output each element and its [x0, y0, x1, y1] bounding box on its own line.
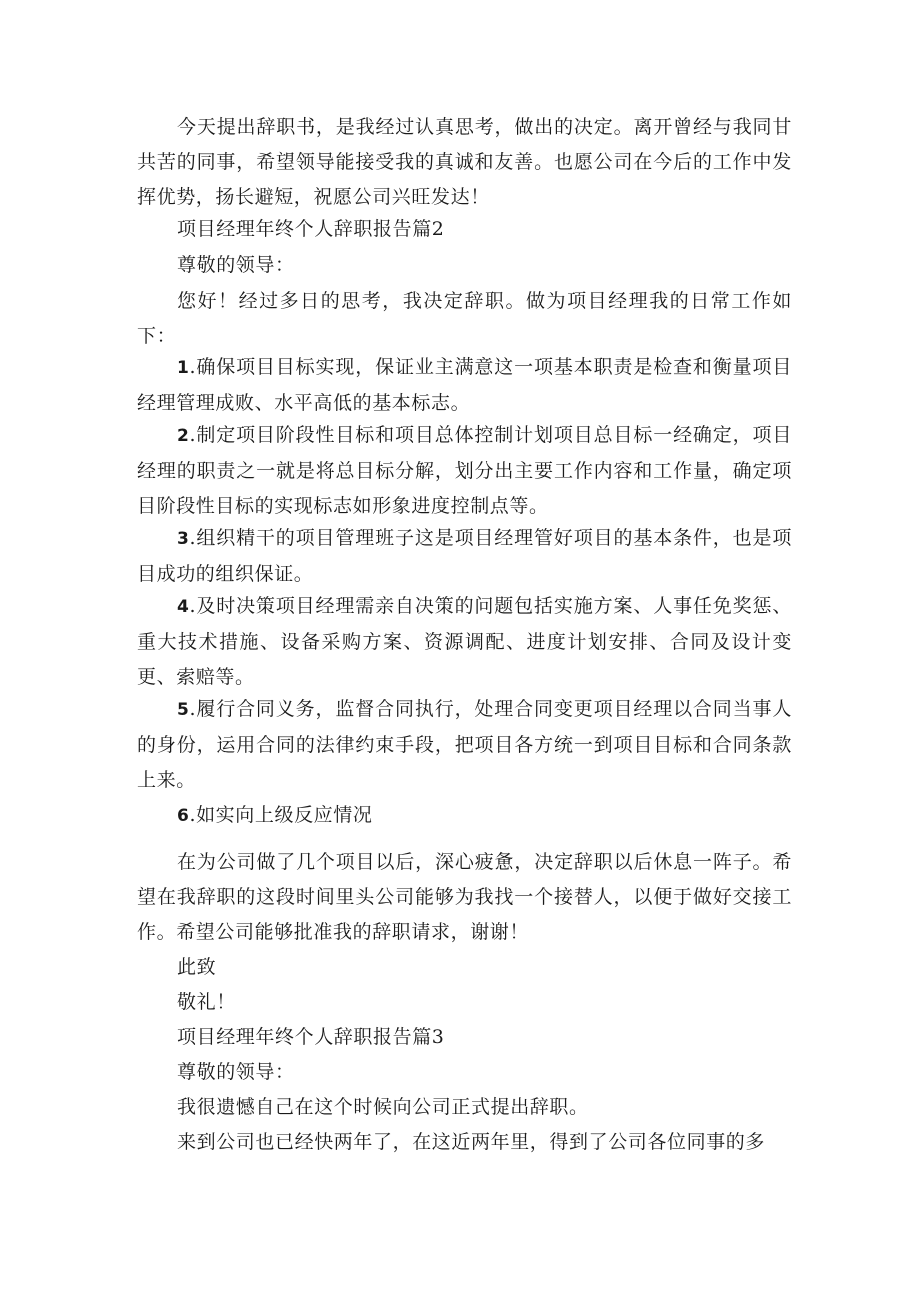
list-item-number: 1	[177, 358, 190, 378]
opening-paragraph-3: 我很遗憾自己在这个时候向公司正式提出辞职。	[177, 1096, 589, 1118]
body-paragraph-3: 来到公司也已经快两年了，在这近两年里，得到了公司各位同事的多	[177, 1131, 766, 1153]
section-heading-3: 项目经理年终个人辞职报告篇3	[177, 1026, 445, 1048]
section-heading-2: 项目经理年终个人辞职报告篇2	[177, 218, 445, 240]
closing-salute: 此致	[177, 956, 217, 978]
list-item-text: .及时决策项目经理需亲自决策的问题包括实施方案、人事任免奖惩、重大技术措施、设备采购方案、资源调配、进度计划安排、合同及设计变更、索赔等。	[137, 595, 792, 688]
closing-regards: 敬礼！	[177, 991, 236, 1013]
list-item-4	[137, 589, 792, 695]
list-item-3	[137, 521, 792, 592]
list-item-text: .确保项目目标实现，保证业主满意这一项基本职责是检查和衡量项目经理管理成败、水平高低的基本标志。	[137, 356, 792, 414]
list-item-6	[137, 798, 792, 834]
list-item-1	[137, 350, 792, 421]
list-item-text: .如实向上级反应情况	[189, 804, 373, 826]
list-item-text: .组织精干的项目管理班子这是项目经理管好项目的基本条件，也是项目成功的组织保证。	[137, 527, 792, 585]
list-item-number: 5	[177, 700, 190, 720]
list-item-text: .履行合同义务，监督合同执行，处理合同变更项目经理以合同当事人的身份，运用合同的法律约束手段，把项目各方统一到项目目标和合同条款上来。	[137, 698, 792, 791]
salutation-3: 尊敬的领导：	[177, 1061, 295, 1083]
list-item-number: 2	[177, 426, 190, 446]
list-item-number: 3	[177, 529, 190, 549]
opening-paragraph-2: 您好！经过多日的思考，我决定辞职。做为项目经理我的日常工作如下：	[137, 290, 792, 347]
list-item-number: 4	[177, 597, 190, 617]
list-item-5	[137, 692, 792, 798]
list-item-number: 6	[177, 806, 190, 826]
list-item-2	[137, 418, 792, 524]
salutation-2: 尊敬的领导：	[177, 254, 295, 276]
list-item-text: .制定项目阶段性目标和项目总体控制计划项目总目标一经确定，项目经理的职责之一就是将总目标分解，划分出主要工作内容和工作量，确定项目阶段性目标的实现标志如形象进度控制点等。	[137, 424, 792, 517]
closing-paragraph-2: 在为公司做了几个项目以后，深心疲惫，决定辞职以后休息一阵子。希望在我辞职的这段时间里头公司能够为我找一个接替人，以便于做好交接工作。希望公司能够批准我的辞职请求，谢谢！	[137, 851, 792, 943]
intro-paragraph: 今天提出辞职书，是我经过认真思考，做出的决定。离开曾经与我同甘共苦的同事，希望领导能接受我的真诚和友善。也愿公司在今后的工作中发挥优势，扬长避短，祝愿公司兴旺发达！	[137, 116, 792, 208]
